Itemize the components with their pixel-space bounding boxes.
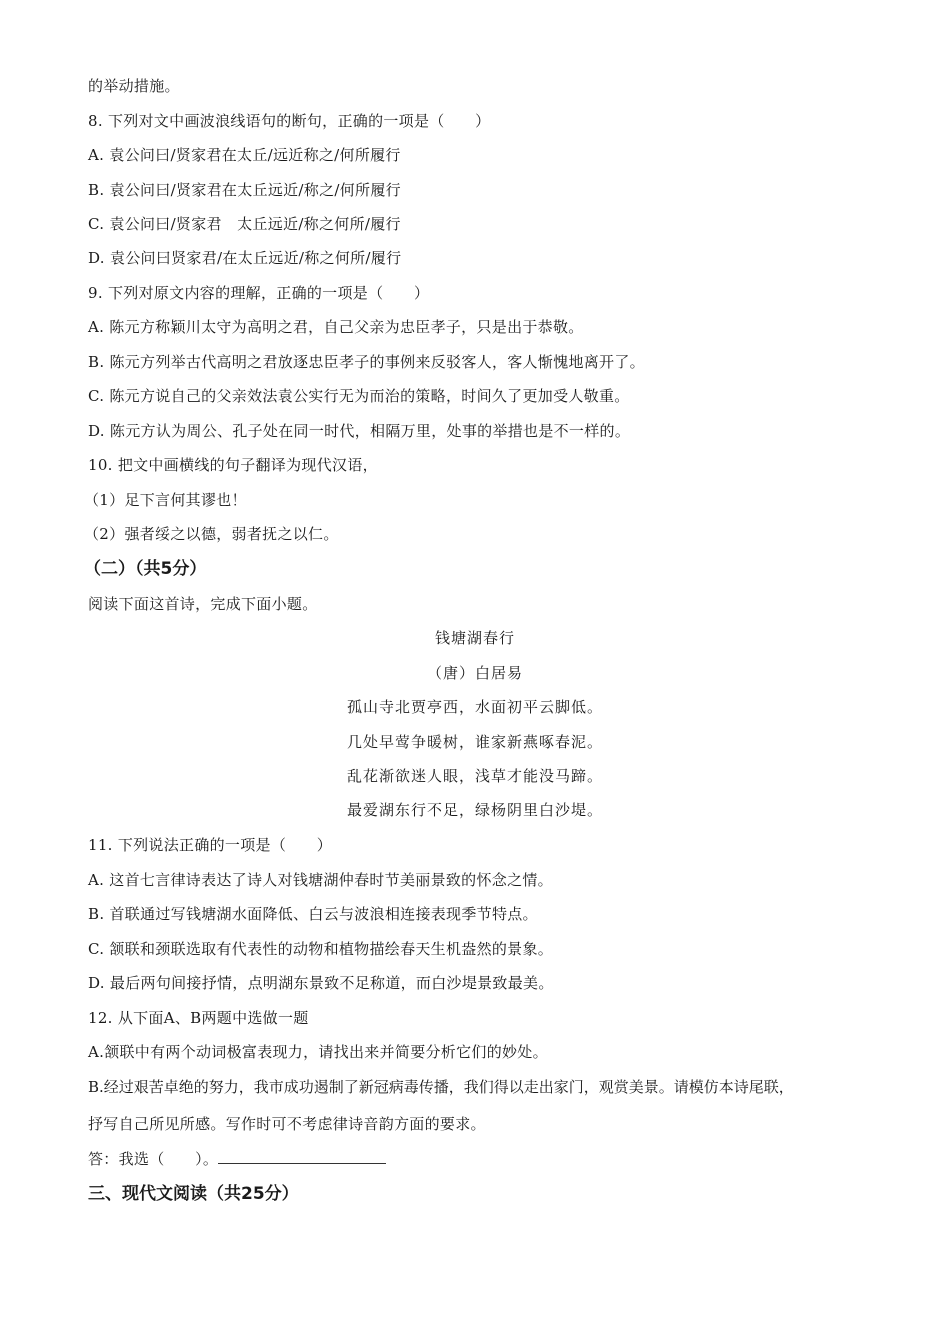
option-8b: B. 袁公问曰/贤家君在太丘远近/称之/何所履行 <box>88 181 401 199</box>
option-11b: B. 首联通过写钱塘湖水面降低、白云与波浪相连接表现季节特点。 <box>88 905 538 923</box>
answer-blank[interactable] <box>218 1149 386 1164</box>
option-11a: A. 这首七言律诗表达了诗人对钱塘湖仲春时节美丽景致的怀念之情。 <box>88 871 553 889</box>
poem-verse-4: 最爱湖东行不足，绿杨阴里白沙堤。 <box>346 801 603 819</box>
poem-verse-2: 几处早莺争暖树，谁家新燕啄春泥。 <box>346 733 603 751</box>
question-12-option-b: B.经过艰苦卓绝的努力，我市成功遏制了新冠病毒传播，我们得以走出家门，观赏美景。请模仿本诗尾联， <box>88 1078 794 1096</box>
text-line: 的举动措施。 <box>88 77 180 95</box>
question-9: 9. 下列对原文内容的理解，正确的一项是（ ） <box>88 284 430 302</box>
poem-verse-3: 乱花渐欲迷人眼，浅草才能没马蹄。 <box>346 767 603 785</box>
option-9b: B. 陈元方列举古代高明之君放逐忠臣孝子的事例来反驳客人，客人惭愧地离开了。 <box>88 353 645 371</box>
question-12: 12. 从下面A、B两题中选做一题 <box>88 1009 309 1027</box>
section-heading-3: 三、现代文阅读（共25分） <box>88 1184 299 1204</box>
poem-title: 钱塘湖春行 <box>434 629 515 647</box>
question-12-option-b-cont: 抒写自己所见所感。写作时可不考虑律诗音韵方面的要求。 <box>88 1115 486 1133</box>
question-10-part-1: （1）足下言何其谬也！ <box>84 491 247 509</box>
option-11c: C. 颔联和颈联选取有代表性的动物和植物描绘春天生机盎然的景象。 <box>88 940 554 958</box>
question-11: 11. 下列说法正确的一项是（ ） <box>88 836 333 854</box>
section-heading-2: （二）（共5分） <box>84 559 207 579</box>
answer-label: 答：我选（ ）。 <box>88 1150 219 1168</box>
option-11d: D. 最后两句间接抒情，点明湖东景致不足称道，而白沙堤景致最美。 <box>88 974 554 992</box>
reading-instruction: 阅读下面这首诗，完成下面小题。 <box>88 595 318 613</box>
option-8a: A. 袁公问曰/贤家君在太丘/远近称之/何所履行 <box>88 146 401 164</box>
question-12-option-a: A.颔联中有两个动词极富表现力，请找出来并简要分析它们的妙处。 <box>88 1043 548 1061</box>
option-9d: D. 陈元方认为周公、孔子处在同一时代，相隔万里，处事的举措也是不一样的。 <box>88 422 631 440</box>
option-8c: C. 袁公问曰/贤家君 太丘远近/称之何所/履行 <box>88 215 401 233</box>
option-8d: D. 袁公问曰贤家君/在太丘远近/称之何所/履行 <box>88 249 402 267</box>
answer-line <box>88 1149 386 1169</box>
poem-author: （唐）白居易 <box>426 664 523 682</box>
option-9c: C. 陈元方说自己的父亲效法袁公实行无为而治的策略，时间久了更加受人敬重。 <box>88 387 630 405</box>
option-9a: A. 陈元方称颖川太守为高明之君，自己父亲为忠臣孝子，只是出于恭敬。 <box>88 318 584 336</box>
question-10: 10. 把文中画横线的句子翻译为现代汉语， <box>88 456 378 474</box>
question-8: 8. 下列对文中画波浪线语句的断句，正确的一项是（ ） <box>88 112 491 130</box>
poem-verse-1: 孤山寺北贾亭西，水面初平云脚低。 <box>346 698 603 716</box>
question-10-part-2: （2）强者绥之以德，弱者抚之以仁。 <box>84 525 339 543</box>
